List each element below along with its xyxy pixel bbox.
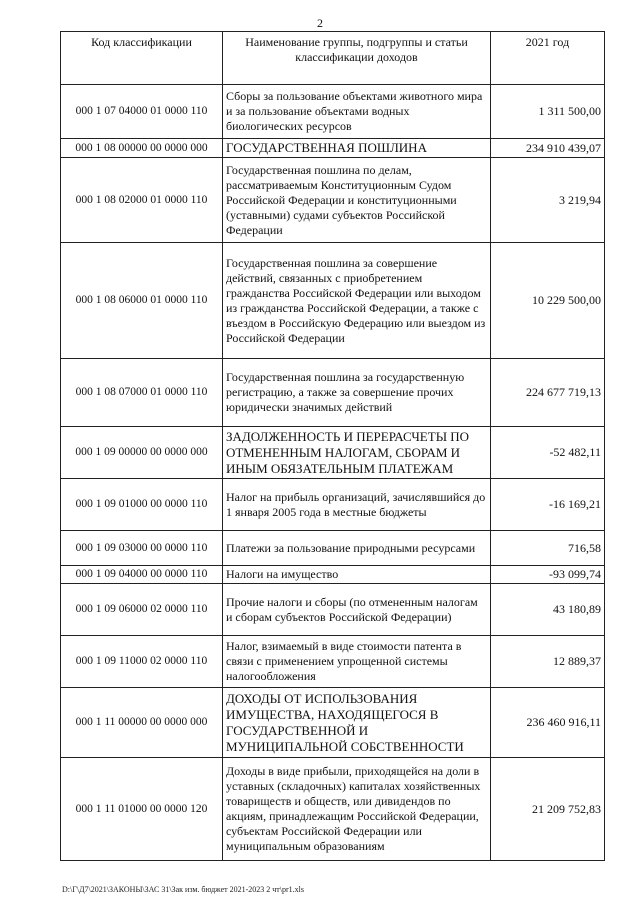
row-code: 000 1 09 00000 00 0000 000	[61, 427, 223, 479]
table-row	[61, 636, 605, 688]
table-header-row	[61, 32, 605, 85]
row-name: ДОХОДЫ ОТ ИСПОЛЬЗОВАНИЯ ИМУЩЕСТВА, НАХОДЯЩЕГОСЯ В ГОСУДАРСТВЕННОЙ И МУНИЦИПАЛЬНОЙ СОБСТВЕННОСТИ	[223, 688, 491, 758]
row-name: Государственная пошлина за государственную регистрацию, а также за совершение прочих юридически значимых действий	[223, 359, 491, 427]
header-year: 2021 год	[491, 32, 605, 85]
row-code: 000 1 07 04000 01 0000 110	[61, 85, 223, 139]
table-row	[61, 566, 605, 584]
table-row	[61, 139, 605, 158]
row-amount: 3 219,94	[491, 158, 605, 243]
table-row	[61, 584, 605, 636]
row-name: Доходы в виде прибыли, приходящейся на доли в уставных (складочных) капиталах хозяйственных товариществ и обществ, или дивидендов по акциям, принадлежащим Российской Федерации, субъектам Российской Федерации или муниципальным образованиям	[223, 758, 491, 861]
table-row	[61, 688, 605, 758]
table-row	[61, 85, 605, 139]
table-row	[61, 359, 605, 427]
header-code: Код классификации	[61, 32, 223, 85]
row-amount: 1 311 500,00	[491, 85, 605, 139]
row-amount: 43 180,89	[491, 584, 605, 636]
row-name: Государственная пошлина по делам, рассматриваемым Конституционным Судом Российской Федерации и конституционными (уставными) судами субъектов Российской Федерации	[223, 158, 491, 243]
row-amount: 224 677 719,13	[491, 359, 605, 427]
row-amount: 234 910 439,07	[491, 139, 605, 158]
row-amount: -16 169,21	[491, 479, 605, 531]
row-code: 000 1 08 02000 01 0000 110	[61, 158, 223, 243]
row-amount: 10 229 500,00	[491, 243, 605, 359]
table-row	[61, 758, 605, 861]
table-row	[61, 158, 605, 243]
row-code: 000 1 11 01000 00 0000 120	[61, 758, 223, 861]
row-name: Налог на прибыль организаций, зачислявшийся до 1 января 2005 года в местные бюджеты	[223, 479, 491, 531]
row-name: ГОСУДАРСТВЕННАЯ ПОШЛИНА	[223, 139, 491, 158]
row-code: 000 1 09 01000 00 0000 110	[61, 479, 223, 531]
row-name: Государственная пошлина за совершение действий, связанных с приобретением гражданства Российской Федерации или выходом из гражданства Российской Федерации, а также с въездом в Российскую Федерацию или выездом из Российской Федерации	[223, 243, 491, 359]
row-name: Налоги на имущество	[223, 566, 491, 584]
table-row	[61, 427, 605, 479]
row-code: 000 1 08 06000 01 0000 110	[61, 243, 223, 359]
header-name: Наименование группы, подгруппы и статьи классификации доходов	[223, 32, 491, 85]
row-name: ЗАДОЛЖЕННОСТЬ И ПЕРЕРАСЧЕТЫ ПО ОТМЕНЕННЫМ НАЛОГАМ, СБОРАМ И ИНЫМ ОБЯЗАТЕЛЬНЫМ ПЛАТЕЖАМ	[223, 427, 491, 479]
row-amount: 236 460 916,11	[491, 688, 605, 758]
row-code: 000 1 09 06000 02 0000 110	[61, 584, 223, 636]
row-code: 000 1 08 00000 00 0000 000	[61, 139, 223, 158]
income-classification-table	[60, 31, 605, 861]
row-name: Прочие налоги и сборы (по отмененным налогам и сборам субъектов Российской Федерации)	[223, 584, 491, 636]
row-amount: 716,58	[491, 531, 605, 566]
row-code: 000 1 09 03000 00 0000 110	[61, 531, 223, 566]
row-amount: -93 099,74	[491, 566, 605, 584]
row-name: Платежи за пользование природными ресурсами	[223, 531, 491, 566]
row-amount: -52 482,11	[491, 427, 605, 479]
row-name: Налог, взимаемый в виде стоимости патента в связи с применением упрощенной системы налогообложения	[223, 636, 491, 688]
row-code: 000 1 08 07000 01 0000 110	[61, 359, 223, 427]
row-code: 000 1 09 11000 02 0000 110	[61, 636, 223, 688]
table-row	[61, 531, 605, 566]
row-name: Сборы за пользование объектами животного мира и за пользование объектами водных биологических ресурсов	[223, 85, 491, 139]
table-row	[61, 479, 605, 531]
page-number: 2	[317, 16, 323, 30]
row-code: 000 1 09 04000 00 0000 110	[61, 566, 223, 584]
row-amount: 12 889,37	[491, 636, 605, 688]
table-row	[61, 243, 605, 359]
row-code: 000 1 11 00000 00 0000 000	[61, 688, 223, 758]
file-path-footer: D:\Г\Д7\2021\ЗАКОНЫ\ЗАС 31\Зак изм. бюджет 2021-2023 2 чт\pr1.xls	[62, 885, 305, 894]
row-amount: 21 209 752,83	[491, 758, 605, 861]
